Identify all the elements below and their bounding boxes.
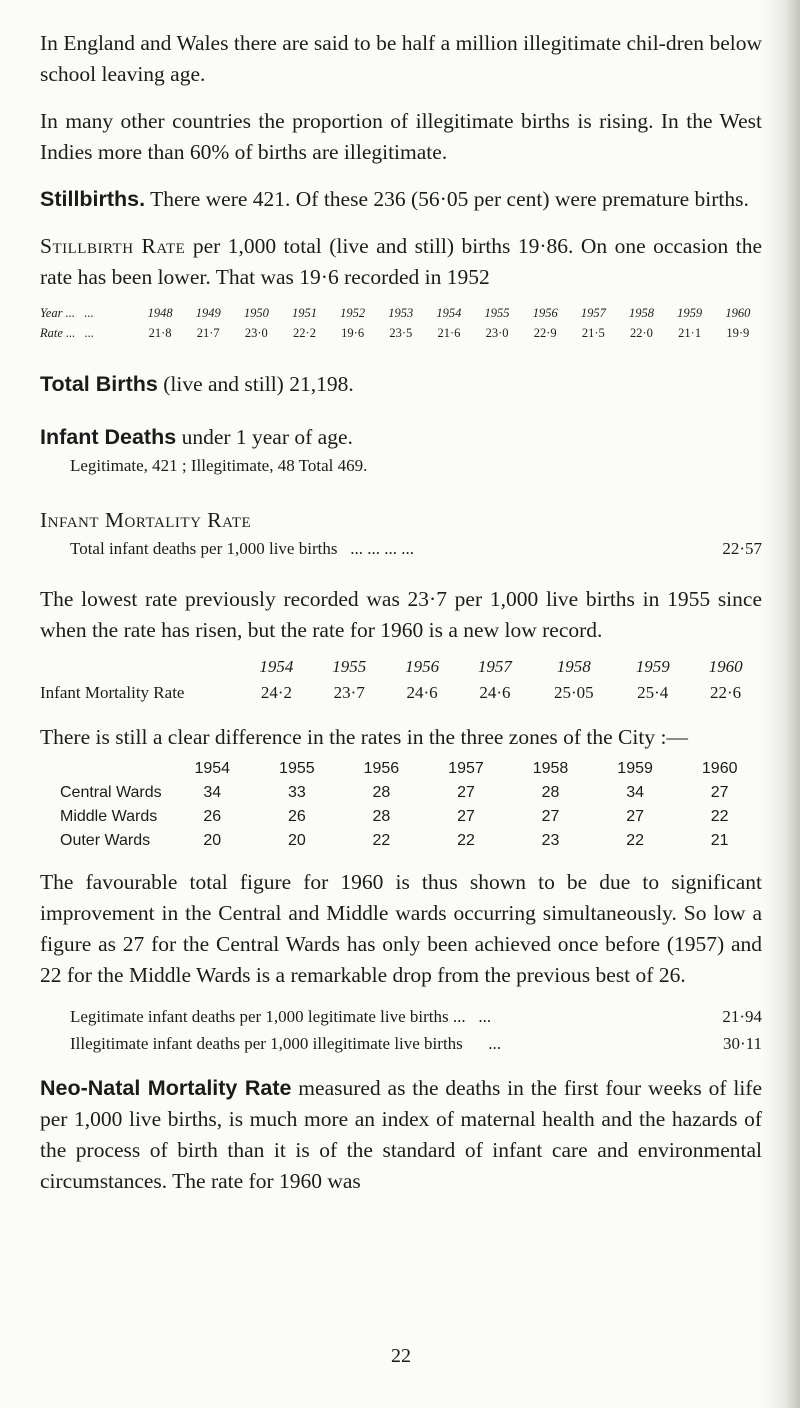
year-cell: 1956 (363, 760, 400, 777)
year-cell: 1960 (708, 657, 743, 676)
year-cell: 1955 (279, 760, 315, 777)
stillbirths-heading: Stillbirths. (40, 187, 146, 211)
zone-cell: 34 (203, 784, 222, 801)
value-cell: 22·6 (709, 683, 742, 702)
paragraph-stillbirth-rate (40, 231, 762, 293)
year-cell: 1951 (291, 306, 317, 320)
table-row (60, 829, 762, 853)
year-cell: 1960 (701, 760, 738, 777)
infant-deaths-text: under 1 year of age. (181, 425, 353, 449)
value-cell: 24·6 (406, 683, 438, 702)
zone-cell: 20 (203, 832, 222, 849)
year-cell: 1959 (677, 306, 703, 320)
rate-cell: 23·0 (485, 326, 509, 340)
paragraph-neonatal (40, 1073, 762, 1197)
year-cell: 1954 (436, 306, 462, 320)
rate-label: Rate ... ... (40, 326, 95, 340)
zone-name: Outer Wards (60, 832, 151, 849)
zone-cell: 27 (457, 808, 475, 825)
imr-row-label: Infant Mortality Rate (40, 683, 185, 702)
rate-cell: 22·2 (293, 326, 316, 340)
year-cell: 1957 (580, 306, 606, 320)
zone-name: Middle Wards (60, 808, 158, 825)
stillbirth-rate-row (40, 323, 762, 343)
year-cell: 1957 (448, 760, 484, 777)
imr-total-label: Total infant deaths per 1,000 live births ... ... ... ... (70, 539, 414, 558)
value-cell: 24·2 (260, 683, 292, 702)
year-cell: 1956 (405, 657, 440, 676)
year-cell: 1956 (532, 306, 558, 320)
table-row (60, 781, 762, 805)
rate-cell: 23·0 (244, 326, 268, 340)
zone-cell: 28 (372, 808, 391, 825)
value-cell: 25·4 (637, 683, 669, 702)
neonatal-heading: Neo-Natal Mortality Rate (40, 1076, 292, 1100)
infant-deaths-heading: Infant Deaths (40, 425, 177, 449)
imr-by-year-table (40, 654, 762, 706)
page-number: 22 (391, 1345, 411, 1367)
rate-cell: 21·5 (581, 326, 605, 340)
year-cell: 1958 (628, 306, 654, 320)
rate-cell: 23·5 (389, 326, 413, 340)
zone-cell: 20 (287, 832, 306, 849)
legit-rate-value: 21·94 (722, 1007, 762, 1026)
rate-cell: 19·6 (341, 326, 365, 340)
illegit-rate-label: Illegitimate infant deaths per 1,000 illegitimate live births ... (70, 1034, 502, 1053)
rate-cell: 22·9 (533, 326, 557, 340)
zone-cell: 22 (457, 832, 475, 849)
stillbirth-rate-text: per 1,000 total (live and still) births 19·86. On one occasion the rate has been lower. That was 19·6 recorded in 1952 (40, 234, 763, 289)
zone-cell: 28 (372, 784, 391, 801)
paragraph-total-births (40, 369, 762, 400)
zone-cell: 21 (710, 832, 729, 849)
rate-cell: 21·1 (678, 326, 702, 340)
page-edge-shadow (762, 0, 800, 1408)
zone-cell: 22 (626, 832, 644, 849)
year-cell: 1960 (725, 306, 751, 320)
year-cell: 1955 (484, 306, 510, 320)
value-cell: 23·7 (333, 683, 365, 702)
infant-mortality-rate-heading: Infant Mortality Rate (40, 508, 252, 532)
value-cell: 24·6 (479, 683, 511, 702)
paragraph-illegitimate-children: In England and Wales there are said to be half a million illegitimate chil-dren below school leaving age. (40, 31, 762, 86)
rate-cell: 21·8 (148, 326, 172, 340)
paragraph-infant-deaths (40, 422, 762, 453)
year-cell: 1950 (243, 306, 269, 320)
legit-rate-label: Legitimate infant deaths per 1,000 legitimate live births ... ... (70, 1007, 492, 1026)
table-row (60, 805, 762, 829)
infant-deaths-detail: Legitimate, 421 ; Illegitimate, 48 Total 469. (70, 456, 368, 475)
list-item (70, 1030, 762, 1057)
zone-cell: 26 (287, 808, 306, 825)
rate-cell: 22·0 (630, 326, 653, 340)
paragraph-stillbirths (40, 184, 762, 215)
imr-value-row (40, 680, 762, 706)
total-births-text: (live and still) 21,198. (163, 372, 354, 396)
zone-cell: 27 (626, 808, 644, 825)
zones-year-row (60, 757, 762, 781)
list-item (70, 1003, 762, 1030)
paragraph-lowest-rate: The lowest rate previously recorded was 23·7 per 1,000 live births in 1955 since when the rate has risen, but the rate for 1960 is a new low record. (40, 587, 762, 642)
zone-cell: 26 (203, 808, 222, 825)
year-cell: 1958 (532, 760, 569, 777)
year-cell: 1954 (194, 760, 231, 777)
value-cell: 25·05 (553, 683, 594, 702)
zone-cell: 27 (457, 784, 475, 801)
year-cell: 1948 (147, 306, 173, 320)
year-cell: 1949 (195, 306, 221, 320)
paragraph-illegitimate-births: In many other countries the proportion of illegitimate births is rising. In the West Indies more than 60% of births are illegitimate. (40, 109, 762, 164)
document-page (40, 28, 763, 1367)
year-cell: 1953 (388, 306, 414, 320)
stillbirth-rate-heading: Stillbirth Rate (40, 234, 186, 258)
stillbirth-rate-table (40, 303, 762, 343)
stillbirth-year-row (40, 303, 762, 323)
year-cell: 1954 (259, 657, 294, 676)
zone-cell: 33 (287, 784, 306, 801)
imr-year-row (40, 654, 762, 680)
zone-cell: 27 (541, 808, 560, 825)
imr-total-row (40, 536, 762, 562)
zone-cell: 22 (710, 808, 729, 825)
paragraph-zones: There is still a clear difference in the rates in the three zones of the City :— (40, 725, 688, 749)
neonatal-text: measured as the deaths in the first four weeks of life per 1,000 live births, is much more an index of maternal health and the hazards of the process of birth than it is of the standard of infant care and environmental circumstances. The rate for 1960 was (40, 1076, 762, 1193)
year-label: Year ... ... (40, 306, 94, 320)
stillbirths-text: There were 421. Of these 236 (56·05 per cent) were premature births. (150, 187, 749, 211)
rate-cell: 19·9 (726, 326, 750, 340)
total-births-heading: Total Births (40, 372, 158, 396)
imr-total-value: 22·57 (722, 539, 762, 558)
illegit-rate-value: 30·11 (722, 1034, 762, 1053)
year-cell: 1959 (617, 760, 653, 777)
zone-cell: 22 (372, 832, 391, 849)
legitimate-rates (40, 1003, 762, 1057)
zone-name: Central Wards (60, 784, 162, 801)
zone-cell: 27 (710, 784, 729, 801)
zone-cell: 34 (626, 784, 644, 801)
year-cell: 1958 (556, 657, 591, 676)
zone-cell: 28 (541, 784, 560, 801)
zones-table (60, 757, 762, 853)
year-cell: 1952 (340, 306, 366, 320)
rate-cell: 21·6 (437, 326, 461, 340)
zone-cell: 23 (541, 832, 560, 849)
year-cell: 1957 (477, 657, 512, 676)
year-cell: 1959 (635, 657, 670, 676)
paragraph-favourable: The favourable total figure for 1960 is thus shown to be due to significant improvement in the Central and Middle wards occurring simultaneously. So low a figure as 27 for the Central Wards has only been achieved once before (1957) and 22 for the Middle Wards is a remarkable drop from the previous best of 26. (40, 870, 762, 987)
year-cell: 1955 (332, 657, 367, 676)
rate-cell: 21·7 (196, 326, 220, 340)
